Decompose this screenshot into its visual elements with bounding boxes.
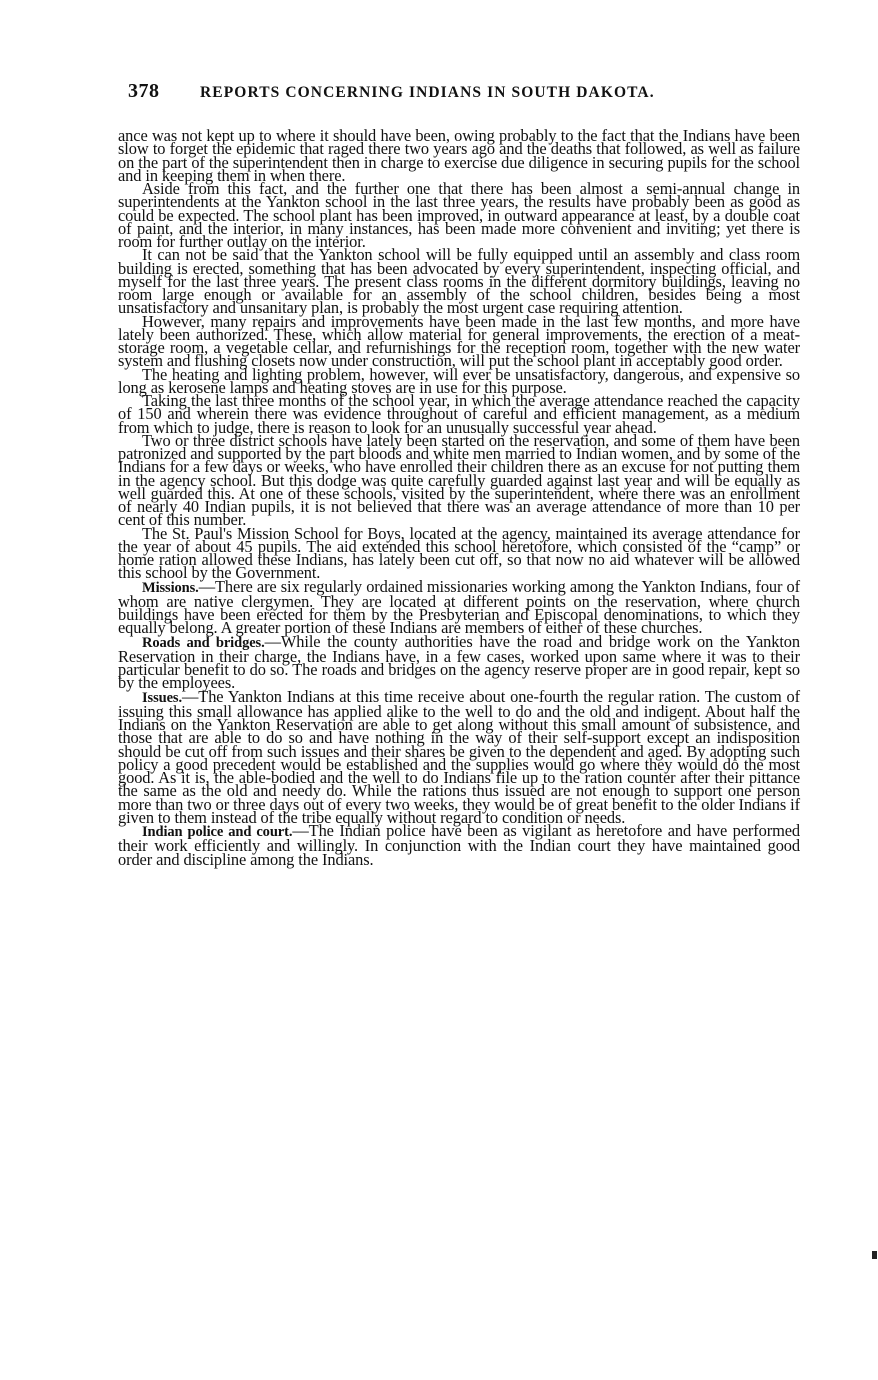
page-number: 378 xyxy=(128,80,160,102)
paragraph-text: However, many repairs and improvements have been made in the last few months, and more have lately been authorized. These, which allow material for general improvements, the erection of a meat-storage room, a vegetable cellar, and refurnishings for the reception room, together with the new water system and flushing closets now under construction, will put the school plant in acceptably good order. xyxy=(118,311,800,371)
paragraph-text: It can not be said that the Yankton school will be fully equipped until an assembly and class room building is erected, something that has been advocated by every superintendent, inspecting official, and myself for the last three years. The present class rooms in the different dormitory buildings, leaving no room large enough or available for an assembly of the school children, besides being a most unsatisfactory and unsanitary plan, is probably the most urgent case requiring attention. xyxy=(118,245,800,318)
paragraph-roads-and-bridges xyxy=(118,631,800,693)
paragraph xyxy=(118,430,800,530)
paragraph-continued xyxy=(118,126,800,185)
section-heading-missions: Missions. xyxy=(142,579,199,596)
scan-edge-mark xyxy=(872,1251,877,1259)
paragraph-issues xyxy=(118,686,800,827)
paragraph xyxy=(118,523,800,583)
paragraph-text: Two or three district schools have lately been started on the reservation, and some of them have been patronized and supported by the part bloods and white men married to Indian women, and by some of the Indians for a few days or weeks, who have enrolled their children there as an excuse for not putting them in the agency school. But this dodge was quite carefully guarded against last year and will be equally as well guarded this. At one of these schools, visited by the superintendent, where there was an enrollment of nearly 40 Indian pupils, it is not believed that there was an average attendance of more than 10 per cent of this number. xyxy=(118,430,800,530)
paragraph-text: —The Indian police have been as vigilant as heretofore and have performed their work efficiently and willingly. In conjunction with the Indian court they have maintained good order and discipline among the Indians. xyxy=(118,821,800,869)
section-heading-roads-and-bridges: Roads and bridges. xyxy=(142,634,265,651)
paragraph xyxy=(118,311,800,371)
section-heading-indian-police-and-court: Indian police and court. xyxy=(142,824,293,840)
paragraph-text: Aside from this fact, and the further one that there has been almost a semi-annual change in superintendents at the Yankton school in the last three years, the results have probably been as good as could be expected. The school plant has been improved, in outward appearance at least, by a double coat of paint, and the interior, in many instances, has been made more convenient and inviting; yet there is room for further outlay on the interior. xyxy=(118,179,800,251)
paragraph-text: The St. Paul's Mission School for Boys, located at the agency, maintained its average attendance for the year of about 45 pupils. The aid extended this school heretofore, which consisted of the “camp” or home ration allowed these Indians, has lately been cut off, so that now no aid whatever will be allowed this school by the Government. xyxy=(118,523,800,583)
paragraph-text: —There are six regularly ordained missionaries working among the Yankton Indians, four of whom are native clergymen. They are located at different points on the reservation, where church buildings have been erected for them by the Presbyterian and Episcopal denominations, to which they equally belong. A greater portion of these Indians are members of either of these churches. xyxy=(118,576,800,638)
page-header xyxy=(128,80,808,110)
running-title: REPORTS CONCERNING INDIANS IN SOUTH DAKOTA. xyxy=(200,84,655,101)
paragraph-text: —The Yankton Indians at this time receive about one-fourth the regular ration. The custom of issuing this small allowance has applied alike to the well to do and the old and indigent. About half the Indians on the Yankton Reservation are able to get along without this small amount of subsistence, and those that are able to do so and have nothing in the way of their self-support except an indisposition should be cut off from such issues and their shares be given to the dependent and aged. By adopting such policy a good precedent would be established and the supplies would go where they would do the most good. As it is, the able-bodied and the well to do Indians file up to the ration counter after their pittance the same as the old and needy do. While the rations thus issued are not enough to support one person more than two or three days out of every two weeks, they would be of great benefit to the older Indians if given to them instead of the tribe equally without regard to condition or needs. xyxy=(118,686,800,827)
paragraph-text: Taking the last three months of the school year, in which the average attendance reached the capacity of 150 and wherein there was evidence throughout of careful and efficient management, as a medium from which to judge, there is reason to look for an unusually successful year ahead. xyxy=(118,391,800,437)
paragraph-indian-police-and-court xyxy=(118,821,800,869)
paragraph-text: The heating and lighting problem, however, will ever be unsatisfactory, dangerous, and expensive so long as kerosene lamps and heating stoves are in use for this purpose. xyxy=(118,364,800,397)
paragraph xyxy=(118,391,800,437)
paragraph-text: ance was not kept up to where it should have been, owing probably to the fact that the Indians have been slow to forget the epidemic that raged there two years ago and the deaths that followed, as well as failure on the part of the superintendent then in charge to exercise due diligence in securing pupils for the school and in keeping them in when there. xyxy=(118,126,800,185)
paragraph-missions xyxy=(118,576,800,638)
paragraph xyxy=(118,179,800,251)
section-heading-issues: Issues. xyxy=(142,689,182,706)
paragraph xyxy=(118,245,800,318)
paragraph-text: —While the county authorities have the road and bridge work on the Yankton Reservation in their charge, the Indians have, in a few cases, worked upon same where it was to their particular benefit to do so. The roads and bridges on the agency reserve proper are in good repair, kept so by the employees. xyxy=(118,631,800,693)
body-text xyxy=(118,126,800,869)
